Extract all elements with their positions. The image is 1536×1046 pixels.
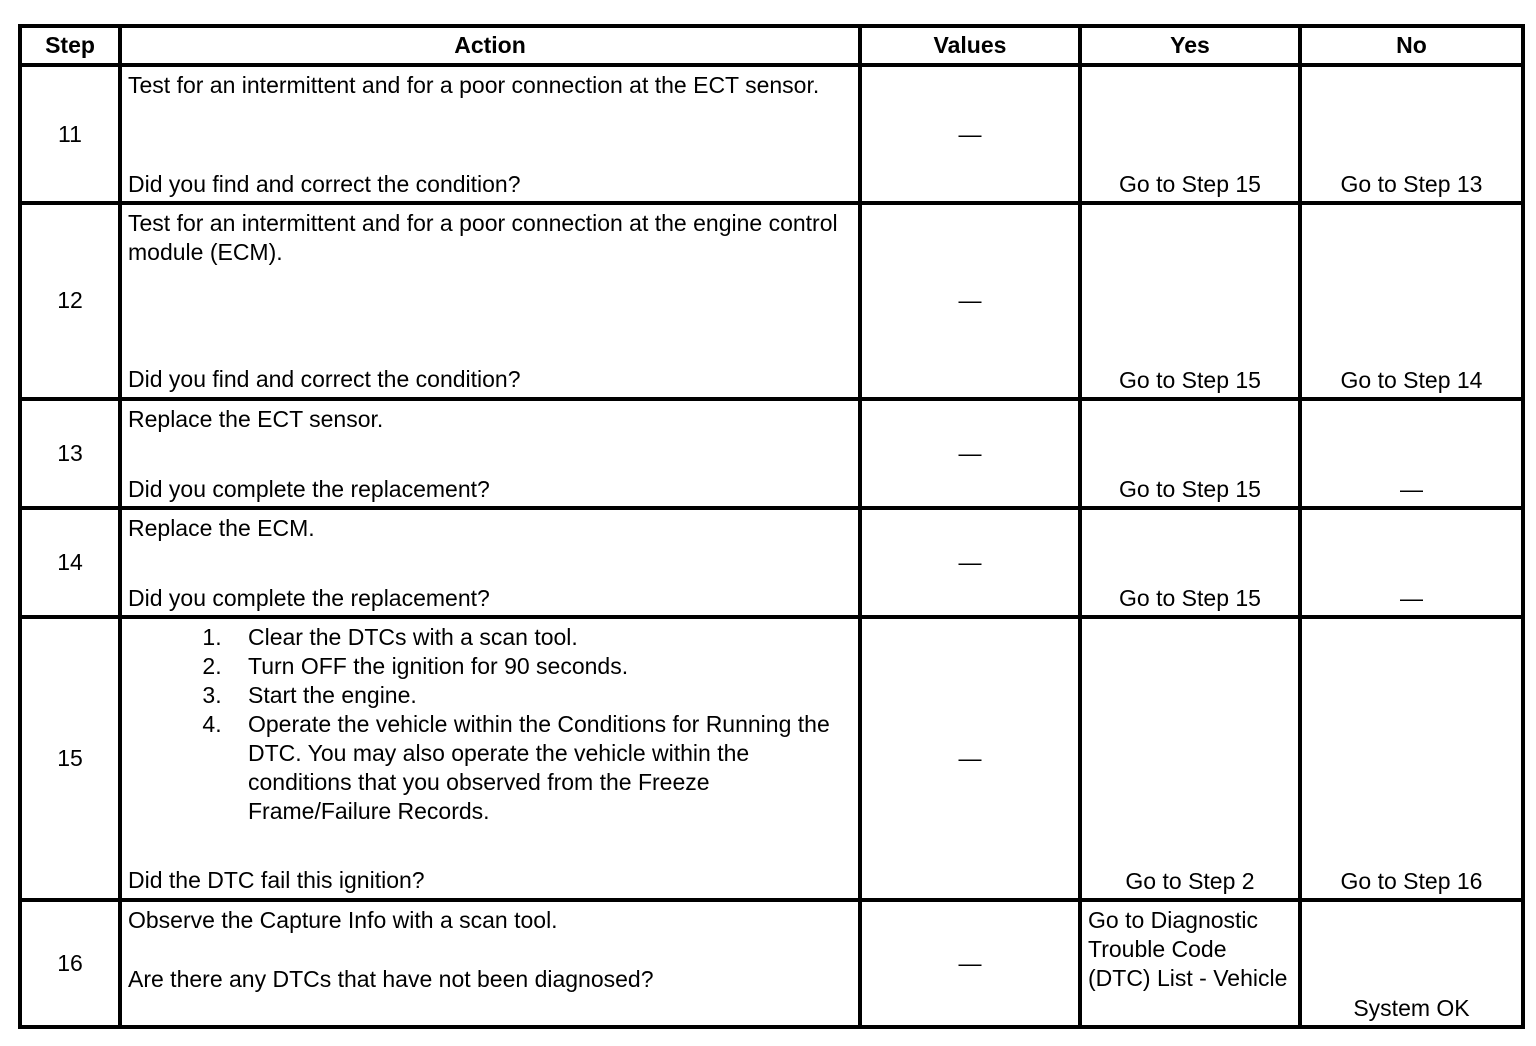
yes-link: Go to Step 15 [1080,508,1300,617]
header-step: Step [20,26,120,65]
action-text: Replace the ECM. [128,514,315,541]
procedure-step: 4. Operate the vehicle within the Conditions for Running the DTC. You may also operate the vehicle within the conditions that you observed from the Freeze Frame/Failure Records. [228,710,852,826]
no-link: System OK [1300,900,1523,1027]
action-text: Observe the Capture Info with a scan tool. [128,906,558,933]
action-question: Did you complete the replacement? [128,584,490,611]
no-link: Go to Step 16 [1300,617,1523,900]
values-cell: — [860,617,1080,900]
values-cell: — [860,203,1080,398]
yes-link: Go to Step 15 [1080,203,1300,398]
no-link: — [1300,508,1523,617]
action-text: Replace the ECT sensor. [128,405,384,432]
action-text: Test for an intermittent and for a poor connection at the engine control module (ECM). [128,210,838,266]
diagnostic-table [18,24,1525,1029]
procedure-steps-list [128,623,852,826]
yes-link: Go to Step 15 [1080,399,1300,508]
table-row [20,900,1523,1027]
table-row [20,399,1523,508]
header-row [20,26,1523,65]
procedure-step: 2. Turn OFF the ignition for 90 seconds. [228,652,852,681]
action-question: Did you complete the replacement? [128,475,490,502]
action-question: Did you find and correct the condition? [128,366,521,393]
header-yes: Yes [1080,26,1300,65]
action-question: Did you find and correct the condition? [128,171,521,197]
step-number: 14 [20,508,120,617]
table-row [20,617,1523,900]
no-link: — [1300,399,1523,508]
step-number: 11 [20,65,120,203]
procedure-step: 1. Clear the DTCs with a scan tool. [228,623,852,652]
header-action: Action [120,26,860,65]
yes-link: Go to Diagnostic Trouble Code (DTC) List - Vehicle [1080,900,1300,1027]
yes-link: Go to Step 2 [1080,617,1300,900]
action-cell [120,399,860,508]
action-cell [120,508,860,617]
values-cell: — [860,900,1080,1027]
action-question: Did the DTC fail this ignition? [128,867,425,894]
values-cell: — [860,508,1080,617]
step-number: 13 [20,399,120,508]
action-cell [120,617,860,900]
action-cell [120,203,860,398]
step-number: 12 [20,203,120,398]
no-link: Go to Step 13 [1300,65,1523,203]
header-no: No [1300,26,1523,65]
action-question: Are there any DTCs that have not been diagnosed? [128,965,654,992]
procedure-step: 3. Start the engine. [228,681,852,710]
values-cell: — [860,399,1080,508]
header-values: Values [860,26,1080,65]
no-link: Go to Step 14 [1300,203,1523,398]
table-row [20,65,1523,203]
table-row [20,203,1523,398]
action-text: Test for an intermittent and for a poor connection at the ECT sensor. [128,72,820,98]
step-number: 16 [20,900,120,1027]
table-row [20,508,1523,617]
yes-link: Go to Step 15 [1080,65,1300,203]
action-cell [120,900,860,1027]
action-cell [120,65,860,203]
step-number: 15 [20,617,120,900]
values-cell: — [860,65,1080,203]
